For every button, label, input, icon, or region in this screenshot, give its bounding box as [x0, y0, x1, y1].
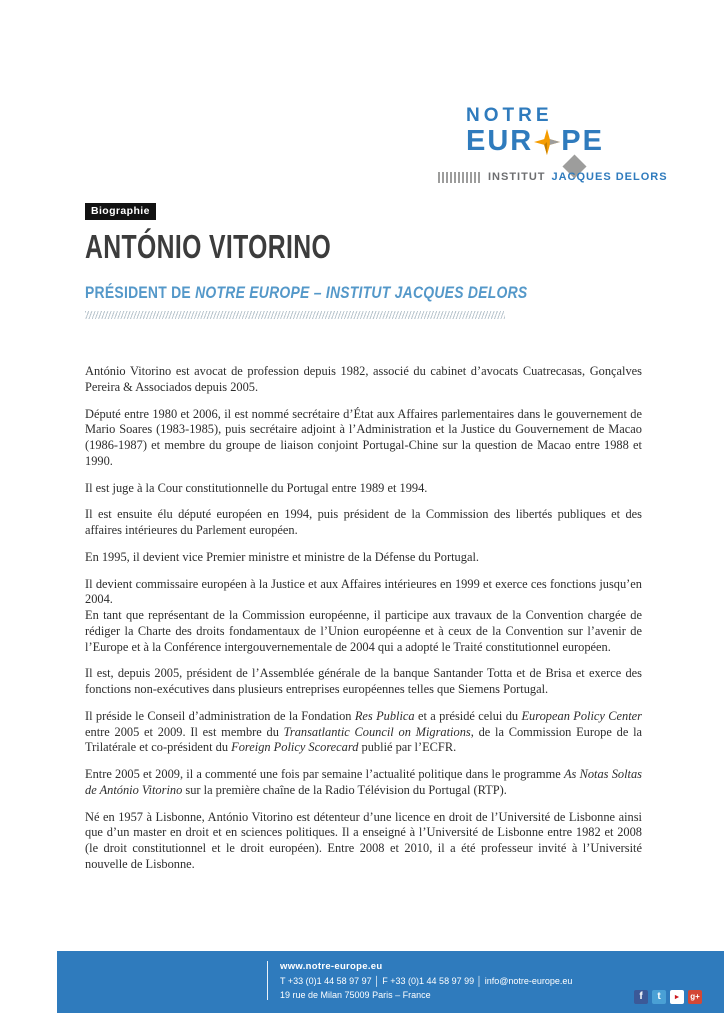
footer-phone-email[interactable]: T +33 (0)1 44 58 97 97 │ F +33 (0)1 44 58 97 99 │ info@notre-europe.eu — [280, 976, 573, 986]
biographie-badge: Biographie — [85, 203, 156, 220]
notre-europe-logo — [438, 106, 668, 183]
footer-contact-block — [267, 961, 572, 1000]
body-paragraph: Il est, depuis 2005, président de l’Assemblée générale de la banque Santander Totta et de Brisa et exerce des fonctions non-exécutives dans plusieurs entreprises européennes telles que Siemens Portugal. — [85, 666, 642, 696]
body-paragraph: Entre 2005 et 2009, il a commenté une fois par semaine l’actualité politique dans le programme As Notas Soltas de António Vitorino sur la première chaîne de la Radio Télévision du Portugal (RTP). — [85, 767, 642, 797]
facebook-icon[interactable]: f — [634, 990, 648, 1004]
logo-jacques-delors-text: JACQUES DELORS — [551, 171, 668, 184]
page-title: ANTÓNIO VITORINO — [85, 228, 332, 265]
hatch-pattern — [85, 311, 505, 319]
subtitle-italic: NOTRE EUROPE – INSTITUT JACQUES DELORS — [195, 283, 528, 302]
biography-text — [85, 364, 642, 884]
body-paragraph: En 1995, il devient vice Premier ministre et ministre de la Défense du Portugal. — [85, 549, 479, 564]
twitter-icon[interactable]: t — [652, 990, 666, 1004]
compass-icon — [534, 129, 560, 155]
footer-bar — [57, 951, 724, 1013]
logo-notre-text: NOTRE — [466, 105, 553, 126]
body-paragraph: Il est juge à la Cour constitutionnelle du Portugal entre 1989 et 1994. — [85, 480, 428, 495]
page-subtitle — [85, 283, 527, 303]
logo-subline — [438, 171, 668, 183]
body-paragraph: Il devient commissaire européen à la Justice et aux Affaires intérieures en 1999 et exerce ces fonctions jusqu’en 2004. — [85, 576, 642, 607]
subtitle-prefix: PRÉSIDENT DE — [85, 283, 196, 302]
youtube-icon[interactable]: ► — [670, 990, 684, 1004]
googleplus-icon[interactable]: g+ — [688, 990, 702, 1004]
body-paragraph: Il est ensuite élu député européen en 1994, puis président de la Commission des libertés publiques et des affaires intérieures du Parlement européen. — [85, 507, 642, 537]
logo-europe-text — [466, 125, 668, 158]
logo-institut-text: INSTITUT — [488, 171, 546, 184]
body-paragraph: Né en 1957 à Lisbonne, António Vitorino est détenteur d’une licence en droit de l’Université de Lisbonne ainsi que d’un master en droit et en sciences politiques. Il a enseigné à l’Université de Lisbonne entre 1982 et 2008 (le droit constitutionnel et le droit européen). Entre 2008 et 2010, il a été professeur invité à l’Université nouvelle de Lisbonne. — [85, 809, 642, 871]
body-paragraph: En tant que représentant de la Commission européenne, il participe aux travaux de la Convention chargée de rédiger la Charte des droits fondamentaux de l’Union européenne et à ceux de la Convention sur l’avenir de l’Europe et à la Conférence intergouvernementale de 2004 qui a adopté le Traité constitutionnel européen. — [85, 608, 642, 654]
footer-address: 19 rue de Milan 75009 Paris – France — [280, 990, 431, 1000]
body-paragraph: António Vitorino est avocat de profession depuis 1982, associé du cabinet d’avocats Cuatrecasas, Gonçalves Pereira & Associados depuis 2005. — [85, 364, 642, 394]
body-paragraph: Il préside le Conseil d’administration de la Fondation Res Publica et a présidé celui du European Policy Center entre 2005 et 2009. Il est membre du Transatlantic Council on Migrations, de la Commission Europe de la Trilatérale et co-président du Foreign Policy Scorecard publié par l’ECFR. — [85, 708, 643, 755]
social-icons — [634, 990, 702, 1004]
barcode-icon — [438, 172, 482, 183]
footer-website-link[interactable]: www.notre-europe.eu — [280, 961, 383, 972]
logo-europe-post: PE — [561, 125, 604, 157]
logo-europe-pre: EUR — [466, 125, 534, 157]
body-paragraph: Député entre 1980 et 2006, il est nommé secrétaire d’État aux Affaires parlementaires dans le gouvernement de Mario Soares (1983-1985), puis secrétaire adjoint à l’Administration et la Justice du Gouvernement de Macao (1986-1987) et membre du groupe de liaison conjoint Portugal-Chine sur la question de Macao entre 1988 et 1990. — [85, 406, 642, 468]
